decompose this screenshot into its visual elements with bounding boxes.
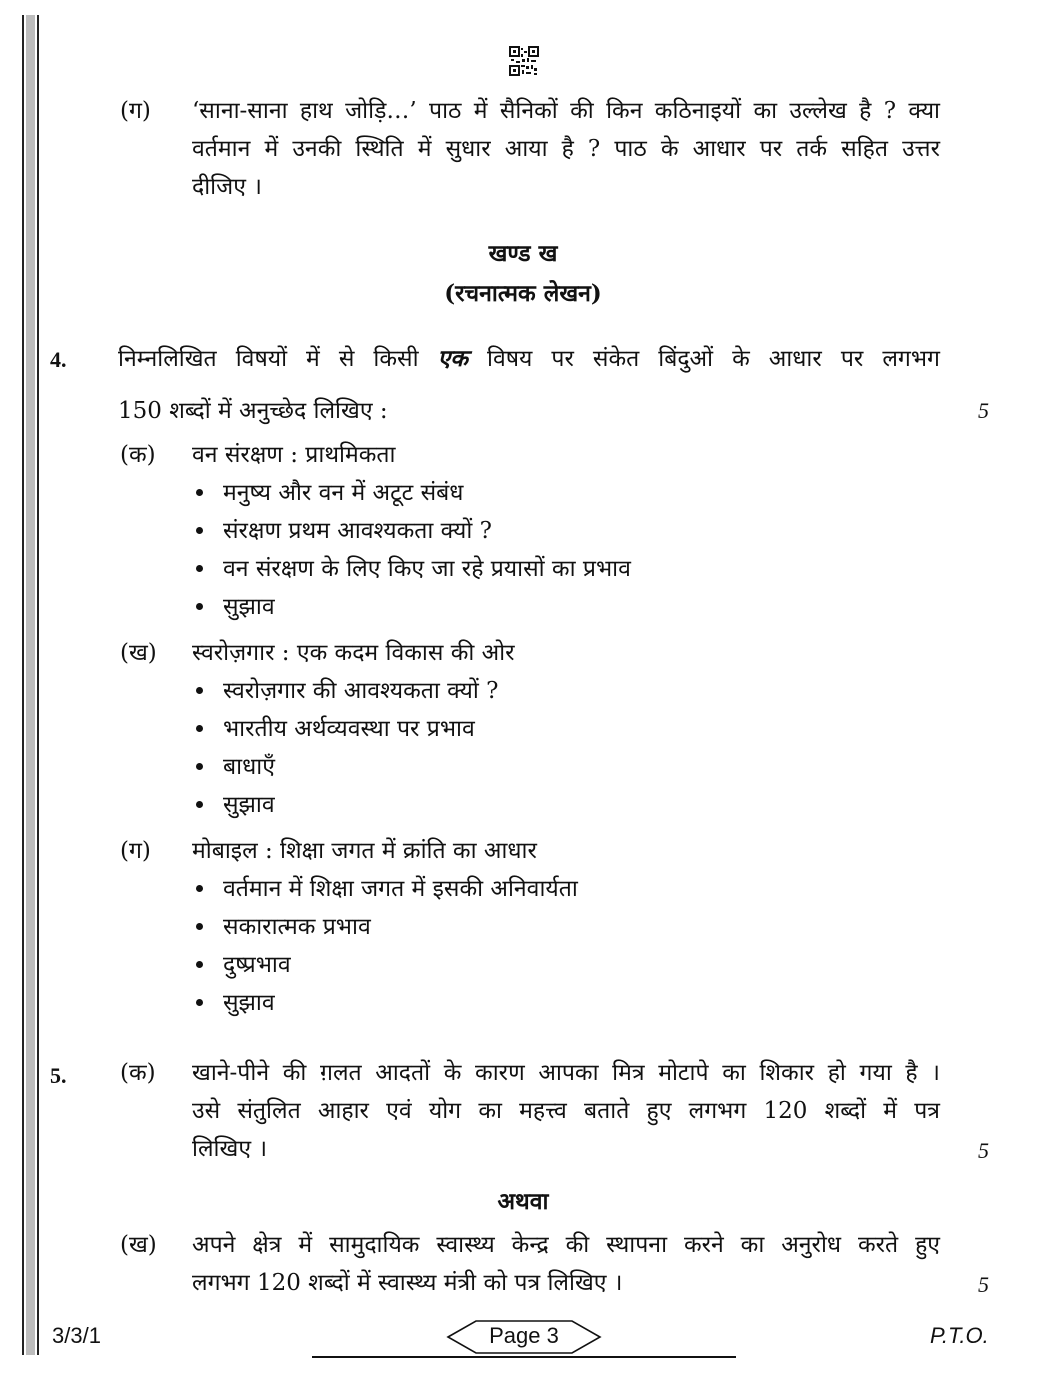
- bullet-point: संरक्षण प्रथम आवश्यकता क्यों ?: [196, 512, 492, 550]
- question-text-line: वर्तमान में उनकी स्थिति में सुधार आया है ? पाठ के आधार पर तर्क सहित उत्तर: [192, 136, 940, 162]
- or-separator: अथवा: [497, 1188, 549, 1215]
- section-subtitle: (रचनात्मक लेखन): [444, 280, 602, 307]
- question-text-line: [118, 340, 940, 378]
- option-label: (ग): [120, 838, 151, 864]
- option-label: (क): [120, 442, 156, 468]
- bullet-icon: [196, 885, 203, 892]
- bullet-icon: [196, 801, 203, 808]
- bullet-icon: [196, 527, 203, 534]
- option-title: वन संरक्षण : प्राथमिकता: [192, 442, 396, 468]
- bullet-point: मनुष्य और वन में अटूट संबंध: [196, 474, 463, 512]
- question-text-part: विषय पर संकेत बिंदुओं के आधार पर लगभग: [487, 346, 940, 372]
- question-text-line: लिखिए ।: [192, 1136, 268, 1162]
- bullet-point: वन संरक्षण के लिए किए जा रहे प्रयासों का प्रभाव: [196, 550, 631, 588]
- bullet-icon: [196, 961, 203, 968]
- question-text-line: 150 शब्दों में अनुच्छेद लिखिए :: [118, 398, 388, 424]
- question-text-line: खाने-पीने की ग़लत आदतों के कारण आपका मित्र मोटापे का शिकार हो गया है ।: [192, 1060, 940, 1086]
- bullet-icon: [196, 565, 203, 572]
- question-text-line: अपने क्षेत्र में सामुदायिक स्वास्थ्य केन्द्र की स्थापना करने का अनुरोध करते हुए: [192, 1232, 940, 1258]
- option-label: (ख): [120, 640, 157, 666]
- bullet-icon: [196, 725, 203, 732]
- option-title: स्वरोज़गार : एक कदम विकास की ओर: [192, 640, 515, 666]
- option-title: मोबाइल : शिक्षा जगत में क्रांति का आधार: [192, 838, 537, 864]
- part-label: (ख): [120, 1232, 157, 1258]
- question-text-line: ‘साना-साना हाथ जोड़ि…’ पाठ में सैनिकों की किन कठिनाइयों का उल्लेख है ? क्या: [192, 98, 940, 124]
- part-label: (क): [120, 1060, 156, 1086]
- left-margin-bar: [22, 15, 39, 1355]
- question-text-line: लगभग 120 शब्दों में स्वास्थ्य मंत्री को पत्र लिखिए ।: [192, 1270, 623, 1296]
- bullet-icon: [196, 687, 203, 694]
- bullet-icon: [196, 489, 203, 496]
- bullet-icon: [196, 923, 203, 930]
- question-number: 4.: [50, 347, 67, 372]
- marks: 5: [978, 1138, 989, 1163]
- bullet-point: सुझाव: [196, 984, 275, 1022]
- marks: 5: [978, 398, 989, 423]
- page-number-badge: [446, 1319, 602, 1355]
- question-text-line: उसे संतुलित आहार एवं योग का महत्त्व बताते हुए लगभग 120 शब्दों में पत्र: [192, 1098, 940, 1124]
- bullet-point: बाधाएँ: [196, 748, 275, 786]
- part-label: (ग): [120, 98, 151, 124]
- page-label: Page 3: [489, 1323, 559, 1348]
- pto-label: P.T.O.: [930, 1323, 989, 1348]
- paper-code: 3/3/1: [52, 1323, 101, 1348]
- question-text-line: दीजिए ।: [192, 174, 262, 200]
- bullet-icon: [196, 763, 203, 770]
- bullet-point: दुष्प्रभाव: [196, 946, 291, 984]
- footer-divider: [312, 1356, 736, 1358]
- question-number: 5.: [50, 1063, 67, 1088]
- bullet-point: सुझाव: [196, 588, 275, 626]
- section-title: खण्ड ख: [488, 240, 558, 267]
- marks: 5: [978, 1272, 989, 1297]
- bullet-point: सुझाव: [196, 786, 275, 824]
- bullet-point: वर्तमान में शिक्षा जगत में इसकी अनिवार्यता: [196, 870, 578, 908]
- bullet-icon: [196, 999, 203, 1006]
- bullet-point: भारतीय अर्थव्यवस्था पर प्रभाव: [196, 710, 475, 748]
- bullet-point: सकारात्मक प्रभाव: [196, 908, 371, 946]
- question-text-part: निम्नलिखित विषयों में से किसी: [118, 346, 419, 372]
- emphasized-word: एक: [437, 345, 468, 372]
- bullet-point: स्वरोज़गार की आवश्यकता क्यों ?: [196, 672, 498, 710]
- qr-code-icon: [509, 46, 539, 76]
- bullet-icon: [196, 603, 203, 610]
